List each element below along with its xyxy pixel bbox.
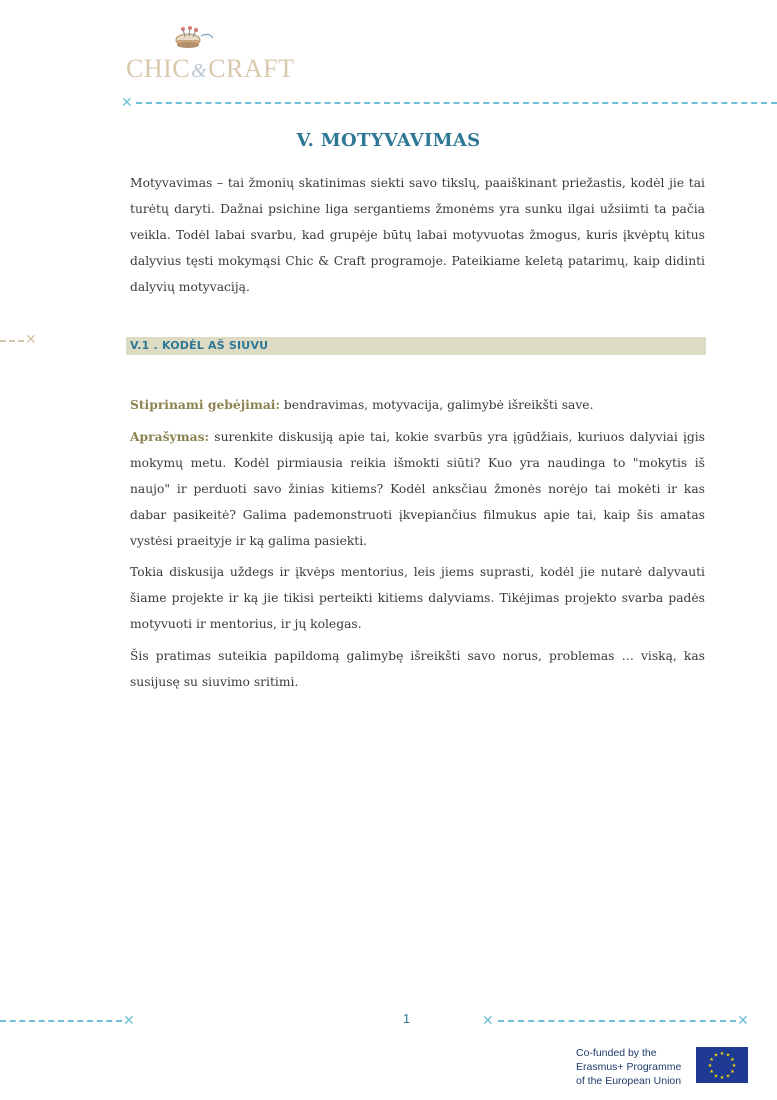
header-stitch-divider bbox=[136, 102, 777, 104]
svg-text:★: ★ bbox=[725, 1073, 731, 1080]
section-heading: V.1 . KODĖL AŠ SIUVU bbox=[130, 339, 269, 352]
svg-text:★: ★ bbox=[709, 1057, 714, 1063]
footer-stitch-right-x-end-icon: ✕ bbox=[737, 1013, 749, 1029]
logo-wordmark bbox=[126, 54, 295, 84]
logo-ampersand: & bbox=[191, 60, 208, 82]
description-paragraph bbox=[130, 424, 705, 554]
svg-text:★: ★ bbox=[713, 1052, 719, 1059]
discussion-paragraph: Tokia diskusija uždegs ir įkvėps mentorius, leis jiems suprasti, kodėl jie nutarė dalyvauti šiame projekte ir ką jie tikisi perteikti kitiems dalyviams. Tikėjimas projekto svarba padės motyvuoti ir mentorius, ir jų kolegas. bbox=[130, 565, 705, 631]
margin-stitch bbox=[0, 340, 24, 342]
skills-label: Stiprinami gebėjimai: bbox=[130, 397, 281, 412]
eu-line-1: Co-funded by the bbox=[576, 1047, 657, 1059]
eu-line-3: of the European Union bbox=[576, 1075, 682, 1087]
svg-text:★: ★ bbox=[725, 1052, 731, 1059]
eu-flag-icon bbox=[696, 1047, 748, 1083]
svg-text:★: ★ bbox=[719, 1051, 725, 1057]
skills-paragraph bbox=[130, 392, 705, 418]
logo-word-craft: CRAFT bbox=[208, 54, 295, 83]
svg-text:★: ★ bbox=[731, 1063, 737, 1069]
stitch-x-icon: ✕ bbox=[121, 95, 133, 111]
footer-stitch-right-x-start-icon: ✕ bbox=[482, 1013, 494, 1029]
skills-text: bendravimas, motyvacija, galimybė išreikšti save. bbox=[280, 398, 594, 412]
eu-line-2: Erasmus+ Programme bbox=[576, 1061, 682, 1073]
pincushion-icon bbox=[174, 24, 214, 50]
intro-paragraph: Motyvavimas – tai žmonių skatinimas siekti savo tikslų, paaiškinant priežastis, kodėl jie tai turėtų daryti. Dažnai psichine liga sergantiems žmonėms yra sunku ilgai užsiimti ta pačia veikla. Todėl labai svarbu, kad grupėje būtų labai motyvuotas žmogus, kuris įkvėptų kitus dalyvius tęsti mokymąsi Chic & Craft programoje. Pateikiame keletą patarimų, kaip didinti dalyvių motyvaciją. bbox=[130, 176, 705, 294]
description-label: Aprašymas: bbox=[130, 429, 210, 444]
svg-text:★: ★ bbox=[730, 1057, 735, 1063]
description-text: surenkite diskusiją apie tai, kokie svarbūs yra įgūdžiais, kuriuos dalyviai įgis mokymų metu. Kodėl pirmiausia reikia išmokti siūti? Kuo yra naudinga to "mokytis iš naujo" ir perduoti savo žinias kitiems? Kodėl anksčiau žmonės norėjo tai mokėti ir kas dabar pasikeitė? Galima pademonstruoti įkvepiančius filmukus apie tai, kaip šis amatas vystėsi praeityje ir ką galima pasiekti. bbox=[130, 430, 705, 548]
svg-text:★: ★ bbox=[707, 1063, 713, 1069]
section-heading-bar bbox=[126, 337, 706, 355]
svg-text:★: ★ bbox=[730, 1069, 735, 1075]
footer-stitch-left-x-icon: ✕ bbox=[123, 1013, 135, 1029]
exercise-paragraph: Šis pratimas suteikia papildomą galimybę išreikšti savo norus, problemas … viską, kas susijusę su siuvimo sritimi. bbox=[130, 649, 705, 689]
eu-funding-text bbox=[576, 1046, 681, 1088]
page-title: V. MOTYVAVIMAS bbox=[296, 130, 481, 151]
logo-word-chic: CHIC bbox=[126, 54, 191, 83]
page-number: 1 bbox=[402, 1011, 411, 1026]
svg-text:★: ★ bbox=[709, 1069, 714, 1075]
margin-stitch-x-icon: ✕ bbox=[25, 332, 37, 348]
chic-craft-logo bbox=[126, 24, 295, 83]
svg-text:★: ★ bbox=[713, 1073, 719, 1080]
svg-text:★: ★ bbox=[719, 1075, 725, 1081]
